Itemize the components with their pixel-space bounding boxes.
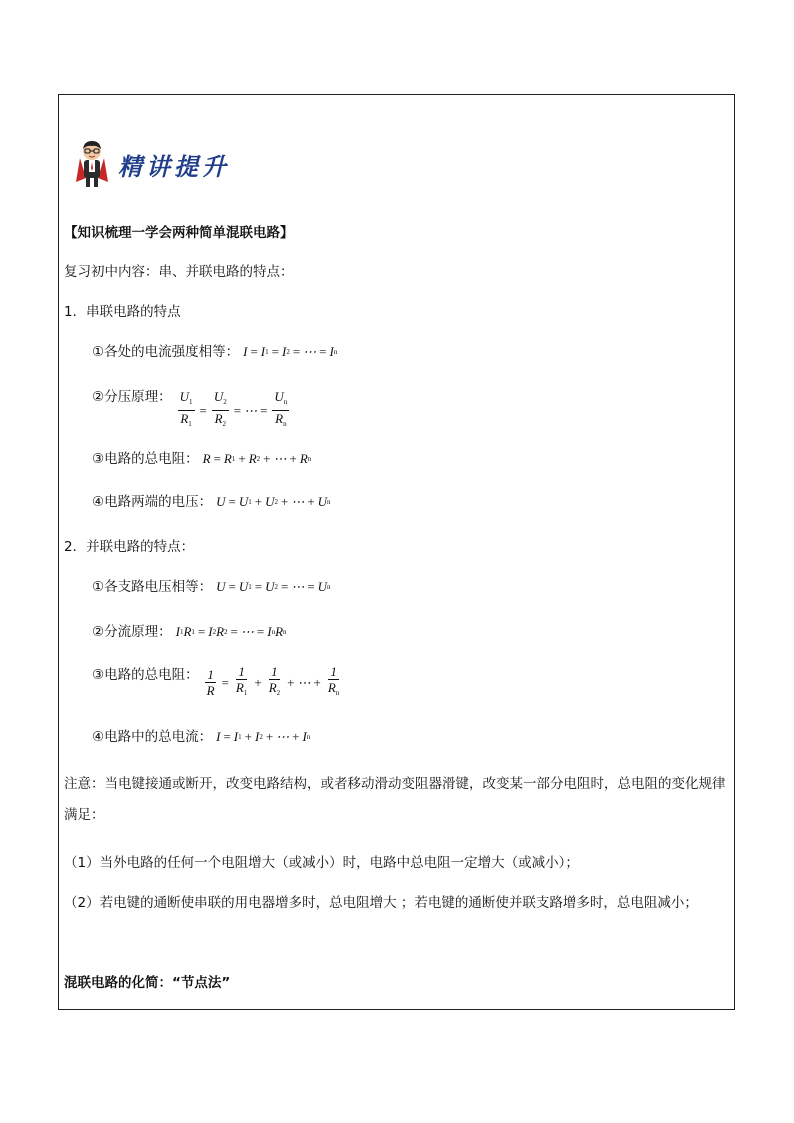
- series-resistance-label: ③电路的总电阻：: [92, 451, 199, 467]
- series-voltage-divider-item: [92, 385, 291, 432]
- rule-1: （1）当外电路的任何一个电阻增大（或减小）时，电路中总电阻一定增大（或减小）；: [64, 855, 579, 871]
- banner-title: 精讲提升: [118, 151, 230, 181]
- banner: [74, 136, 230, 192]
- teacher-mascot-icon: [74, 138, 110, 190]
- parallel-divider-formula: I 1 R 1 = I 2 R 2 = ⋯ = I n R n: [175, 624, 287, 639]
- parallel-resistance-formula: $\frac{1}{R}$ = $\frac{1}{R_1}$ + $\frac{1}{R_2}$ + ⋯ + $\frac{1}{R_n}$: [206, 664, 340, 698]
- series-resistance-item: [92, 447, 311, 467]
- series-voltage-item: [92, 490, 331, 510]
- series-voltage-formula: U = U 1 + U 2 + ⋯ + U n: [216, 494, 331, 509]
- parallel-resistance-item: [92, 663, 343, 701]
- parallel-total-current-item: [92, 725, 310, 745]
- parallel-current-divider-item: [92, 620, 287, 640]
- series-voltage-label: ④电路两端的电压：: [92, 494, 213, 510]
- parallel-resistance-label: ③电路的总电阻：: [92, 667, 199, 683]
- series-heading: 1．串联电路的特点: [64, 304, 181, 320]
- series-current-formula: I = I 1 = I 2 = ⋯ = I n: [243, 344, 338, 359]
- parallel-heading: 2．并联电路的特点：: [64, 539, 195, 555]
- note-paragraph: 注意：当电键接通或断开，改变电路结构，或者移动滑动变阻器滑键，改变某一部分电阻时，总电阻的变化规律满足：: [64, 776, 726, 823]
- parallel-voltage-formula: U = U 1 = U 2 = ⋯ = U n: [216, 579, 331, 594]
- intro-text: 复习初中内容：串、并联电路的特点：: [64, 264, 294, 280]
- series-divider-formula: $\frac{U_1}{R_1}$ = $\frac{U_2}{R_2}$ = ⋯ = $\frac{U_n}{R_n}$: [179, 389, 288, 428]
- parallel-current-label: ④电路中的总电流：: [92, 729, 213, 745]
- series-resistance-formula: R = R 1 + R 2 + ⋯ + R n: [202, 451, 312, 466]
- parallel-voltage-item: [92, 575, 331, 595]
- series-current-item: [92, 340, 337, 360]
- series-current-label: ①各处的电流强度相等：: [92, 344, 240, 360]
- parallel-current-formula: I = I 1 + I 2 + ⋯ + I n: [216, 729, 311, 744]
- parallel-divider-label: ②分流原理：: [92, 624, 172, 640]
- parallel-voltage-label: ①各支路电压相等：: [92, 579, 213, 595]
- section-title: 【知识梳理一学会两种简单混联电路】: [64, 225, 294, 241]
- series-divider-label: ②分压原理：: [92, 389, 172, 405]
- rule-2: （2）若电键的通断使串联的用电器增多时，总电阻增大 ；若电键的通断使并联支路增多时，总电阻减小；: [64, 895, 698, 911]
- closing-heading: 混联电路的化简：“节点法”: [64, 975, 231, 991]
